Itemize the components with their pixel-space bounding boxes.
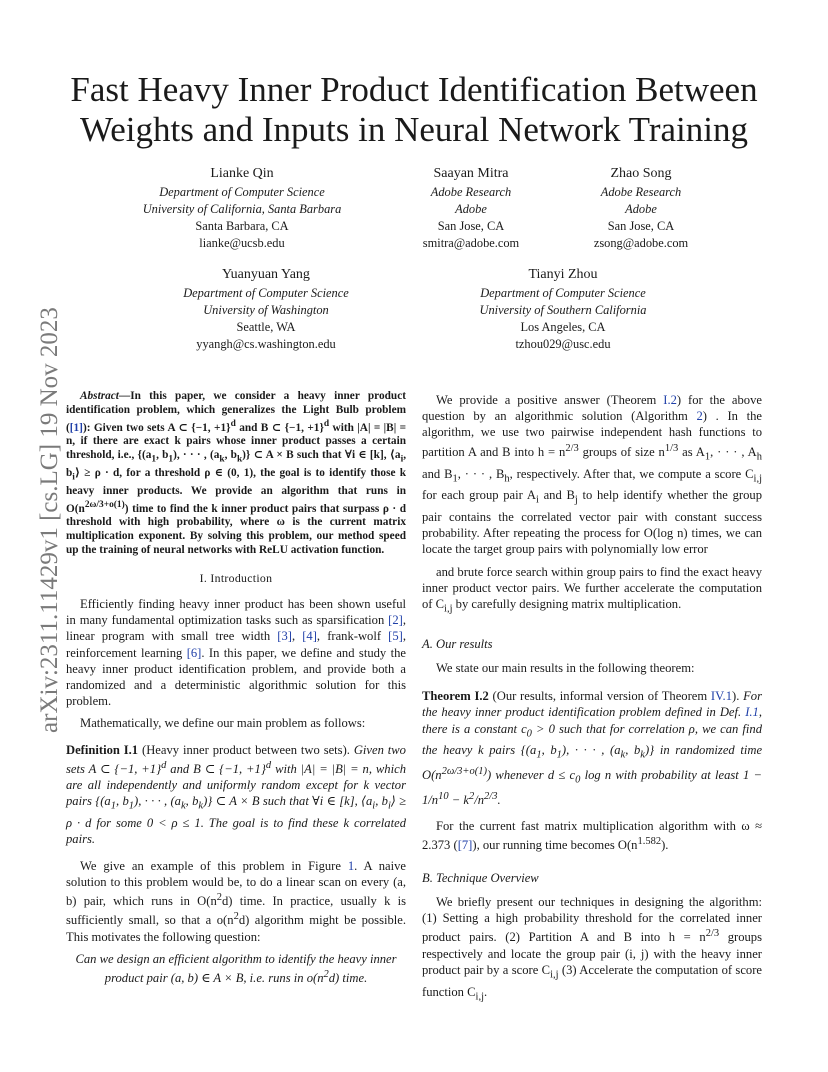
author-affiliation: Department of Computer Science [480, 286, 646, 300]
author-email: lianke@ucsb.edu [199, 236, 285, 250]
author-name: Lianke Qin [210, 166, 274, 181]
author-affiliation: Adobe Research [430, 185, 512, 199]
subsection-heading-results: A. Our results [422, 636, 493, 651]
citation-link[interactable]: [6] [186, 645, 202, 660]
author-block [438, 266, 688, 353]
author-name: Zhao Song [610, 166, 672, 181]
author-block [156, 266, 376, 353]
theorem-label: Theorem I.2 [422, 689, 489, 704]
author-affiliation: Adobe [455, 202, 487, 216]
author-location: Seattle, WA [236, 320, 296, 334]
author-block [391, 165, 551, 252]
author-email: yyangh@cs.washington.edu [196, 337, 336, 351]
author-location: San Jose, CA [607, 219, 675, 233]
citation-link[interactable]: [7] [457, 838, 473, 853]
body-paragraph: For the current fast matrix multiplication algorithm with ω ≈ 2.373 ([7]), our running time becomes $O(n^{1.582})$. [422, 819, 762, 853]
arxiv-identifier: arXiv:2311.11429v1 [cs.LG] 19 Nov 2023 [36, 307, 63, 733]
author-affiliation: University of Washington [203, 303, 329, 317]
right-column [422, 392, 762, 1011]
author-affiliation: University of California, Santa Barbara [142, 202, 342, 216]
author-email: smitra@adobe.com [422, 236, 520, 250]
citation-link[interactable]: [2] [388, 613, 403, 628]
subsection-heading-technique: B. Technique Overview [422, 870, 539, 885]
author-affiliation: Department of Computer Science [183, 286, 349, 300]
intro-paragraph: Mathematically, we define our main problem as follows: [80, 716, 366, 731]
left-column [66, 390, 406, 993]
author-location: San Jose, CA [437, 219, 505, 233]
paper-title [40, 70, 788, 150]
definition-label: Definition I.1 [66, 742, 139, 757]
author-name: Tianyi Zhou [528, 267, 598, 282]
author-affiliation: Adobe [625, 202, 657, 216]
abstract-label: Abstract [80, 390, 119, 402]
intro-paragraph: Efficiently finding heavy inner product has been shown useful in many fundamental optimization tasks such as sparsification [2], linear program with small tree width [3], [4], frank-wolf [5], reinforcement learning [6]. In this paper, we define and study the heavy inner product identification problem, and provide both a randomized and a deterministic algorithmic solution for this problem. [66, 597, 406, 709]
author-affiliation: Adobe Research [600, 185, 682, 199]
author-block [566, 165, 716, 252]
body-paragraph: We briefly present our techniques in designing the algorithm: (1) Setting a high probability threshold for the correlated inner product pairs. (2) Partition A and B into $h = n^{2/3}$ groups respectively and locate the group pair (i, j) with the heavy inner product pair by a score $C_{i,j}$ (3) Accelerate the computation of score function $C_{i,j}$. [422, 895, 763, 1003]
author-location: Los Angeles, CA [520, 320, 606, 334]
theorem-link[interactable]: IV.1 [710, 689, 733, 704]
figure-link[interactable]: 1 [347, 858, 355, 873]
citation-link[interactable]: [4] [302, 629, 317, 644]
title-line-2: Weights and Inputs in Neural Network Training [80, 110, 748, 149]
section-heading-introduction: I. Introduction [199, 570, 273, 585]
author-name: Saayan Mitra [433, 166, 509, 181]
author-location: Santa Barbara, CA [195, 219, 289, 233]
author-affiliation: Department of Computer Science [159, 185, 325, 199]
body-paragraph: We provide a positive answer (Theorem I.2) for the above question by an algorithmic solution (Algorithm 2) . In the algorithm, we use two pairwise independent hash functions to partition A and B into $h = n^{2/3}$ groups of size $n^{1/3}$ as $A_1$, · · · , $A_h$ and $B_1$, · · · , $B_h$, respectively. After that, we compute a score $C_{i,j}$ for each group pair $A_i$ and $B_j$ to help identify whether the group pair contains the correlated vector pair with constant success probability. After repeating the process for O(log n) times, we can locate the target group pairs with polynomially low error [422, 393, 762, 557]
research-question: Can we design an efficient algorithm to identify the heavy inner product pair (a, b) ∈ A × B, i.e. runs in $o(n^2d)$ time. [75, 951, 397, 986]
citation-link[interactable]: [1] [69, 421, 83, 434]
definition-link[interactable]: I.1 [745, 705, 759, 720]
body-paragraph: and brute force search within group pairs to find the exact heavy inner product vector pairs. We further accelerate the computation of $C_{i,j}$ by carefully designing matrix multiplication. [422, 564, 762, 615]
theorem-block: Theorem I.2 (Our results, informal version of Theorem IV.1). For the heavy inner product identification problem defined in Def. I.1, there is a constant $c_0 > 0$ such that for correlation ρ, we can find the heavy k pairs {($a_1$, $b_1$), · · · , ($a_k$, $b_k$)} in randomized time $O(n^{2\omega/3+o(1)})$ whenever $d \le c_0$ log n with probability at least $1 - 1/n^{10} - k^2/n^{2/3}$. [422, 689, 763, 808]
author-affiliation: University of Southern California [479, 303, 647, 317]
algorithm-link[interactable]: 2 [696, 409, 703, 424]
intro-paragraph: We give an example of this problem in Figure 1. A naive solution to this problem would be, to do a linear scan on every (a, b) pair, which runs in $O(n^2d)$ time. In practice, usually k is sufficiently small, so that a $o(n^2d)$ algorithm might be possible. This motivates the following question: [66, 858, 406, 944]
definition-block: Definition I.1 (Heavy inner product between two sets). Given two sets A ⊂ {−1, +1}$^d$ and B ⊂ {−1, +1}$^d$ with |A| = |B| = n, which are all independently and uniformly random except for k vector pairs {($a_1$, $b_1$), · · · , ($a_k$, $b_k$)} ⊂ A × B such that ∀i ∈ [k], $⟨a_i$, $b_i⟩ \ge \rho \cdot d$ for some 0 < ρ ≤ 1. The goal is to find these k correlated pairs. [66, 742, 407, 847]
body-paragraph: We state our main results in the following theorem: [436, 660, 695, 675]
title-line-1: Fast Heavy Inner Product Identification Between [70, 70, 758, 109]
author-email: zsong@adobe.com [593, 236, 689, 250]
author-name: Yuanyuan Yang [222, 267, 310, 282]
abstract: Abstract—In this paper, we consider a heavy inner product identification problem, which generalizes the Light Bulb problem ([1]): Given two sets A ⊂ {−1, +1}$^d$ and B ⊂ {−1, +1}$^d$ with |A| = |B| = n, if there are exact k pairs whose inner product passes a certain threshold, i.e., {($a_1$, $b_1$), · · · , ($a_k$, $b_k$)} ⊂ A × B such that ∀i ∈ [k], $⟨a_i$, $b_i⟩ \ge \rho \cdot d$, for a threshold ρ ∈ (0, 1), the goal is to identify those k heavy inner products. We provide an algorithm that runs in $O(n^{2\omega/3+o(1)})$ time to find the k inner product pairs that surpass ρ · d threshold with high probability, where ω is the current matrix multiplication exponent. By solving this problem, our method speed up the training of neural networks with ReLU activation function. [66, 390, 407, 556]
author-block [112, 165, 372, 252]
citation-link[interactable]: [5] [388, 629, 403, 644]
author-email: tzhou029@usc.edu [515, 337, 611, 351]
citation-link[interactable]: [3] [277, 629, 292, 644]
theorem-link[interactable]: I.2 [663, 393, 677, 407]
